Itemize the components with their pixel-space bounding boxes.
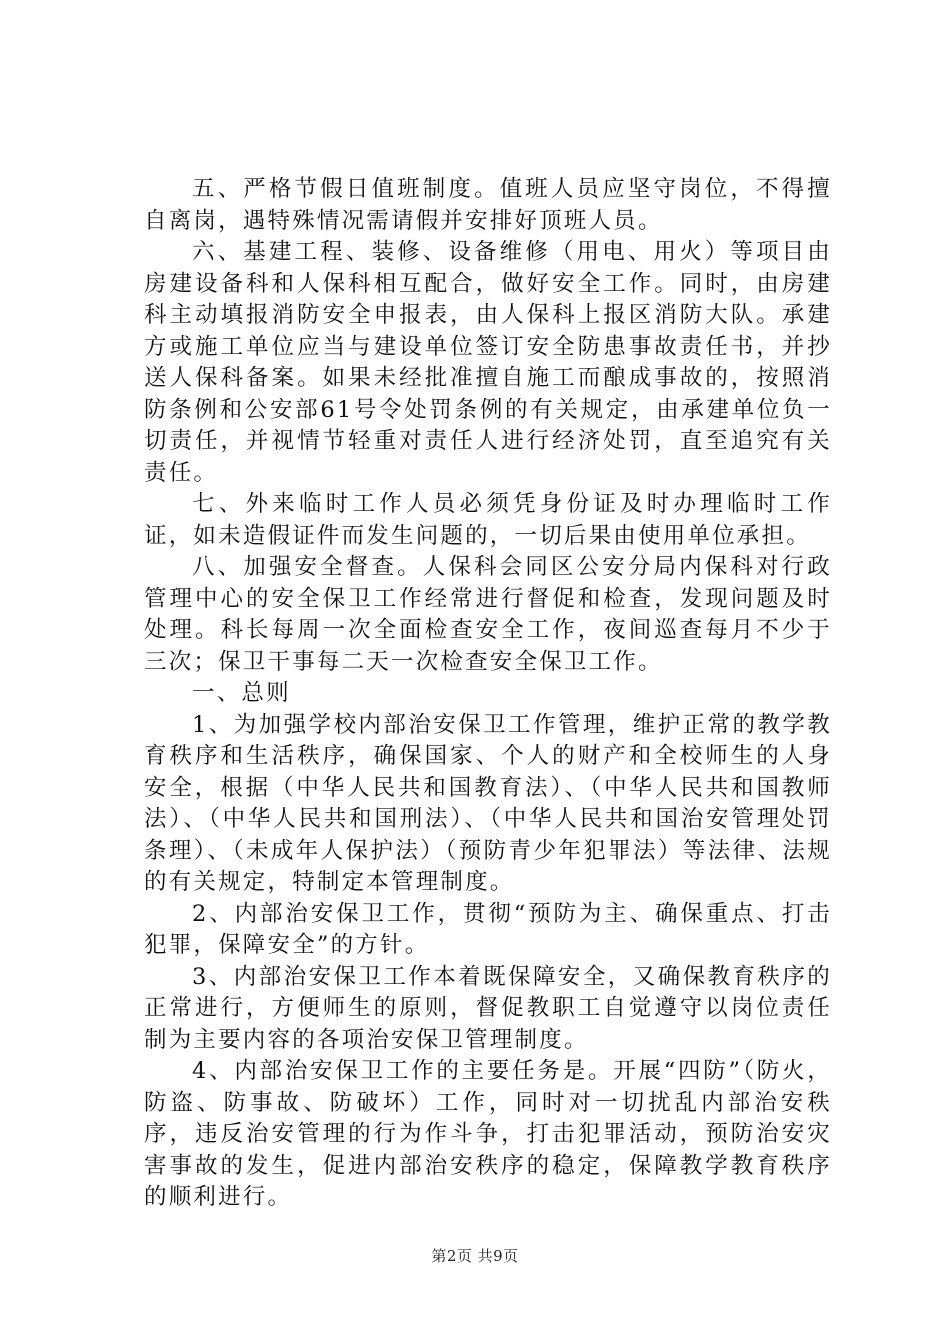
- paragraph-temporary-workers: 七、外来临时工作人员必须凭身份证及时办理临时工作证，如未造假证件而发生问题的，一切后果由使用单位承担。: [144, 491, 832, 549]
- section-heading-general: 一、总则: [192, 680, 291, 706]
- paragraph-construction-safety: 六、基建工程、装修、设备维修（用电、用火）等项目由房建设备科和人保科相互配合，做好安全工作。同时，由房建科主动填报消防安全申报表，由人保科上报区消防大队。承建方或施工单位应当与建设单位签订安全防患事故责任书，并抄送人保科备案。如果未经批准擅自施工而酿成事故的，按照消防条例和公安部61号令处罚条例的有关规定，由承建单位负一切责任，并视情节轻重对责任人进行经济处罚，直至追究有关责任。: [144, 239, 832, 486]
- paragraph-clause-2: 2、内部治安保卫工作，贯彻“预防为主、确保重点、打击犯罪，保障安全”的方针。: [144, 900, 832, 958]
- paragraph-clause-1: 1、为加强学校内部治安保卫工作管理，维护正常的教学教育秩序和生活秩序，确保国家、个人的财产和全校师生的人身安全，根据（中华人民共和国教育法）、（中华人民共和国教师法）、（中华人民共和国刑法）、（中华人民共和国治安管理处罚条理）、（未成年人保护法）（预防青少年犯罪法）等法律、法规的有关规定，特制定本管理制度。: [144, 711, 832, 895]
- paragraph-clause-3: 3、内部治安保卫工作本着既保障安全，又确保教育秩序的正常进行，方便师生的原则，督促教职工自觉遵守以岗位责任制为主要内容的各项治安保卫管理制度。: [144, 963, 832, 1053]
- paragraph-clause-4: 4、内部治安保卫工作的主要任务是。开展“四防”（防火，防盗、防事故、防破坏）工作，同时对一切扰乱内部治安秩序，违反治安管理的行为作斗争，打击犯罪活动，预防治安灾害事故的发生，促进内部治安秩序的稳定，保障教学教育秩序的顺利进行。: [144, 1058, 832, 1210]
- paragraph-safety-inspection: 八、加强安全督查。人保科会同区公安分局内保科对行政管理中心的安全保卫工作经常进行督促和检查，发现问题及时处理。科长每周一次全面检查安全工作，夜间巡查每月不少于三次；保卫干事每二天一次检查安全保卫工作。: [144, 554, 832, 675]
- paragraph-holiday-duty: 五、严格节假日值班制度。值班人员应坚守岗位，不得擅自离岗，遇特殊情况需请假并安排好顶班人员。: [144, 176, 832, 234]
- document-body: [144, 174, 832, 1214]
- page-number-footer: 第2页 共9页: [431, 1247, 519, 1265]
